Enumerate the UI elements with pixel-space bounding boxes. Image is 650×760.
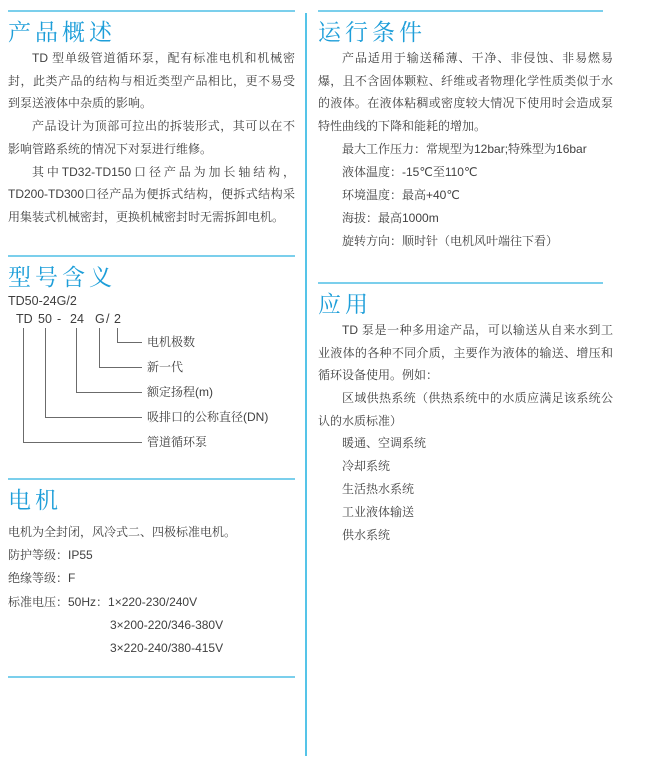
section-rule	[8, 10, 295, 12]
motor-spec: 防护等级：IP55	[8, 547, 93, 562]
application-item: 生活热水系统	[342, 482, 415, 497]
diagram-connector-line	[99, 328, 100, 367]
diagram-connector-line	[117, 328, 118, 342]
motor-intro: 电机为全封闭，风冷式二、四极标准电机。	[8, 524, 237, 539]
motor-spec: 绝缘等级：F	[8, 571, 76, 586]
application-item: 供水系统	[342, 528, 391, 543]
model-token: 24	[70, 311, 84, 326]
model-token: /	[106, 311, 110, 326]
application-title: 应用	[318, 290, 372, 317]
application-paragraph: TD 泵是一种多用途产品，可以输送从自来水到工业液体的各种不同介质，主要作为液体的输送、增压和循环设备使用。例如：	[318, 322, 613, 383]
section-rule	[8, 676, 295, 678]
model-title: 型号含义	[8, 263, 116, 290]
motor-title: 电机	[8, 486, 62, 513]
application-item: 暖通、空调系统	[342, 436, 427, 451]
application-item: 工业液体输送	[342, 505, 415, 520]
diagram-label: 额定扬程(m)	[147, 384, 213, 399]
section-rule	[318, 282, 603, 284]
application-item: 冷却系统	[342, 459, 391, 474]
diagram-connector-line	[23, 328, 24, 442]
diagram-label: 管道循环泵	[147, 434, 208, 449]
model-token: 2	[114, 311, 121, 326]
section-rule	[8, 255, 295, 257]
diagram-connector-line	[45, 328, 46, 417]
operating-paragraph: 产品适用于输送稀薄、干净、非侵蚀、非易燃易爆，且不含固体颗粒、纤维或者物理化学性质类似于水的液体。在液体粘稠或密度较大情况下使用时会造成泵特性曲线的下降和能耗的增加。	[318, 51, 613, 134]
model-token: G	[95, 311, 105, 326]
operating-title: 运行条件	[318, 19, 426, 45]
diagram-connector-line	[99, 367, 142, 368]
model-token: 50	[38, 311, 52, 326]
model-token: TD	[16, 311, 33, 326]
right-column	[318, 0, 613, 547]
overview-title: 产品概述	[8, 19, 116, 45]
diagram-connector-line	[117, 342, 142, 343]
section-rule	[318, 10, 603, 12]
overview-paragraph: 产品设计为顶部可拉出的拆装形式，其可以在不影响管路系统的情况下对泵进行维修。	[8, 119, 295, 156]
diagram-connector-line	[23, 442, 142, 443]
overview-paragraph: TD 型单级管道循环泵，配有标准电机和机械密封，此类产品的结构与相近类型产品相比，更不易受到泵送液体中杂质的影响。	[8, 51, 295, 111]
diagram-label: 新一代	[147, 359, 184, 374]
operating-condition: 旋转方向：顺时针（电机风叶端往下看）	[342, 233, 559, 248]
motor-voltage: 3×220-240/380-415V	[110, 641, 224, 656]
diagram-label: 电机极数	[147, 334, 196, 349]
model-code: TD50-24G/2	[8, 293, 77, 308]
column-divider	[305, 13, 307, 756]
overview-paragraph: 其中TD32-TD150口径产品为加长轴结构，TD200-TD300口径产品为便拆式结构，便拆式结构采用集装式机械密封，更换机械密封时无需拆卸电机。	[8, 164, 295, 224]
model-number-diagram	[8, 310, 295, 455]
diagram-connector-line	[76, 328, 77, 392]
model-token: -	[57, 311, 62, 326]
operating-condition: 液体温度：-15℃至110℃	[342, 164, 478, 179]
diagram-connector-line	[76, 392, 142, 393]
section-rule	[8, 478, 295, 480]
diagram-connector-line	[45, 417, 142, 418]
operating-condition: 环境温度：最高+40℃	[342, 187, 460, 202]
motor-voltage: 3×200-220/346-380V	[110, 617, 224, 632]
operating-condition: 海拔：最高1000m	[342, 210, 439, 225]
diagram-label: 吸排口的公称直径(DN)	[147, 409, 269, 424]
application-paragraph: 区域供热系统（供热系统中的水质应满足该系统公认的水质标准）	[318, 390, 613, 428]
left-column	[8, 0, 295, 678]
motor-spec: 标准电压：50Hz：1×220-230/240V	[8, 594, 198, 609]
operating-condition: 最大工作压力：常规型为12bar;特殊型为16bar	[342, 141, 587, 156]
